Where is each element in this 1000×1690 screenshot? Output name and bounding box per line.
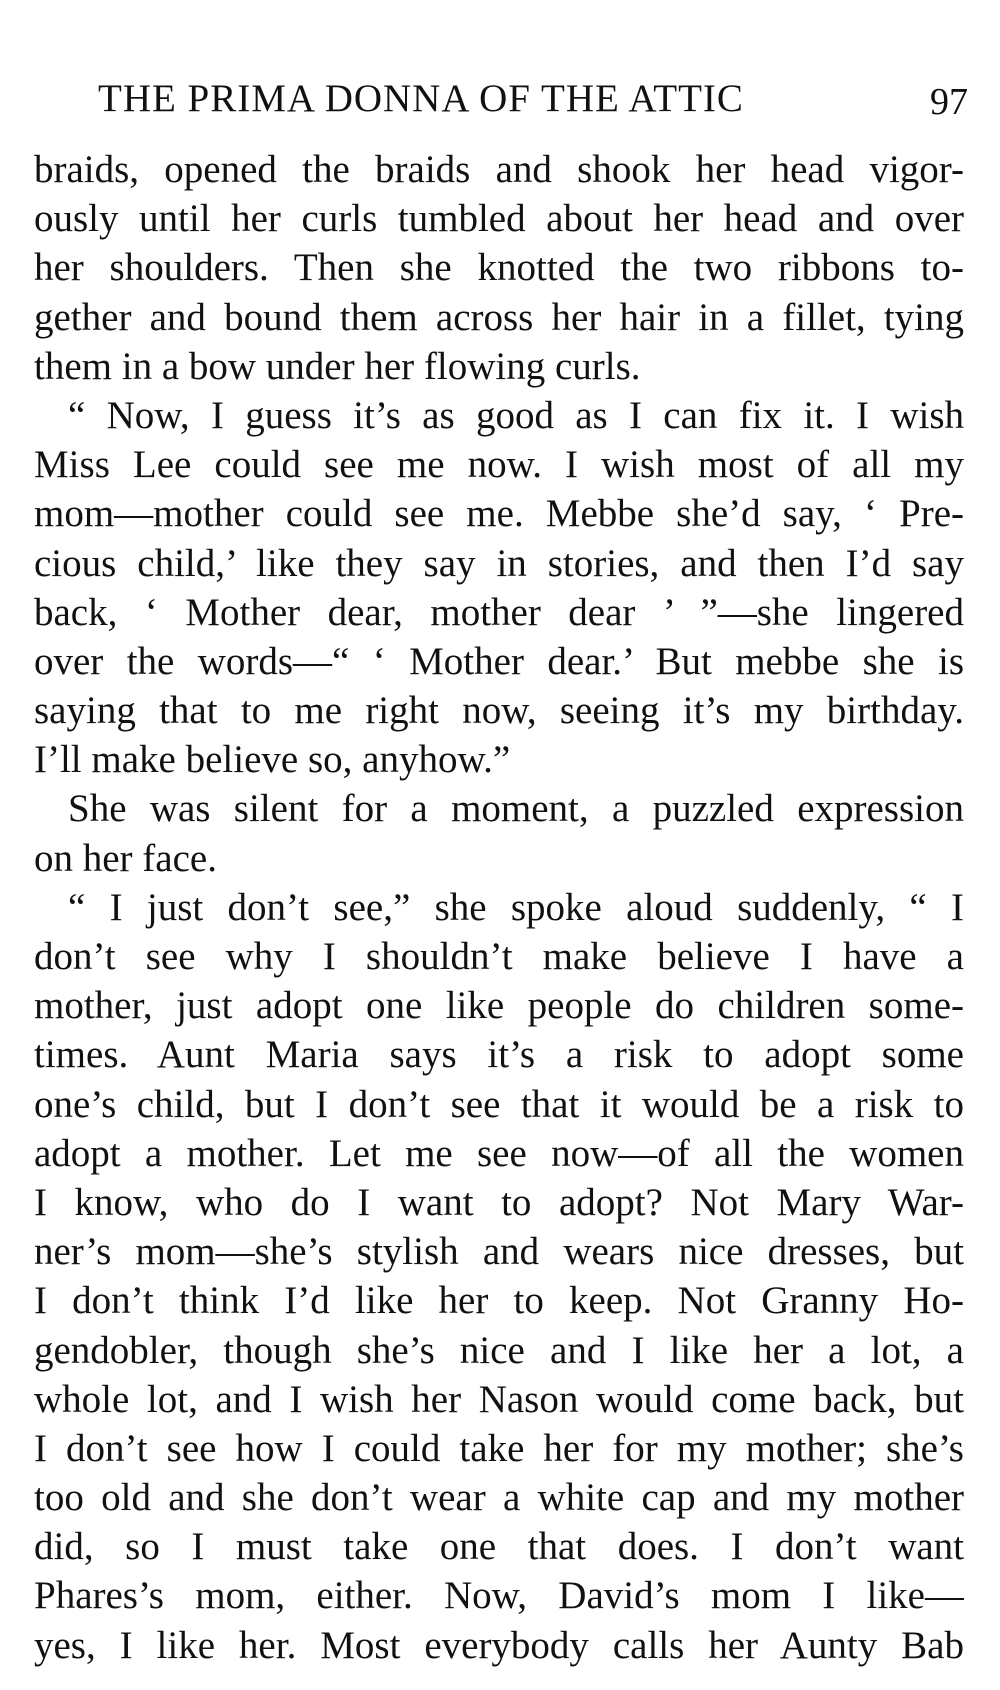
text-line: mom—mother could see me. Mebbe she’d say, ‘ Pre- [34, 492, 964, 536]
text-line: too old and she don’t wear a white cap and my mother [34, 1476, 964, 1520]
text-line: did, so I must take one that does. I don’t want [34, 1525, 964, 1569]
text-line: “ Now, I guess it’s as good as I can fix it. I wish [68, 393, 964, 437]
text-line: don’t see why I shouldn’t make believe I have a [34, 935, 964, 978]
running-head [98, 76, 968, 124]
text-line: gether and bound them across her hair in a fillet, tying [34, 295, 964, 339]
text-line: ner’s mom—she’s stylish and wears nice dresses, but [34, 1230, 964, 1274]
text-line: over the words—“ ‘ Mother dear.’ But mebbe she is [34, 639, 964, 683]
text-line: back, ‘ Mother dear, mother dear ’ ”—she lingered [34, 590, 964, 634]
text-line: I’ll make believe so, anyhow.” [34, 738, 511, 782]
text-line: I don’t think I’d like her to keep. Not Granny Ho- [34, 1279, 964, 1323]
text-line: saying that to me right now, seeing it’s my birthday. [34, 689, 964, 733]
text-line: adopt a mother. Let me see now—of all the women [34, 1131, 964, 1175]
text-line: I know, who do I want to adopt? Not Mary War- [34, 1180, 964, 1224]
text-line: cious child,’ like they say in stories, and then I’d say [34, 541, 964, 585]
body-text [34, 145, 964, 1670]
text-line: braids, opened the braids and shook her head vigor- [34, 148, 964, 191]
text-line: one’s child, but I don’t see that it would be a risk to [34, 1082, 964, 1126]
text-line: mother, just adopt one like people do children some- [34, 984, 964, 1028]
text-line: on her face. [34, 836, 217, 880]
text-line: Phares’s mom, either. Now, David’s mom I like— [34, 1574, 964, 1618]
text-line: gendobler, though she’s nice and I like her a lot, a [34, 1328, 964, 1372]
text-line: yes, I like her. Most everybody calls her Aunty Bab [34, 1623, 964, 1667]
text-line: She was silent for a moment, a puzzled expression [68, 787, 964, 831]
text-line: times. Aunt Maria says it’s a risk to adopt some [34, 1033, 964, 1077]
text-line: I don’t see how I could take her for my mother; she’s [34, 1426, 964, 1470]
text-line: her shoulders. Then she knotted the two ribbons to- [34, 246, 964, 290]
text-line: Miss Lee could see me now. I wish most of all my [34, 443, 964, 487]
text-line: ously until her curls tumbled about her head and over [34, 197, 964, 241]
text-line: “ I just don’t see,” she spoke aloud suddenly, “ I [68, 885, 964, 929]
text-line: them in a bow under her flowing curls. [34, 344, 641, 388]
text-line: whole lot, and I wish her Nason would come back, but [34, 1377, 964, 1421]
running-title: THE PRIMA DONNA OF THE ATTIC [98, 77, 744, 120]
page-number: 97 [930, 81, 968, 123]
